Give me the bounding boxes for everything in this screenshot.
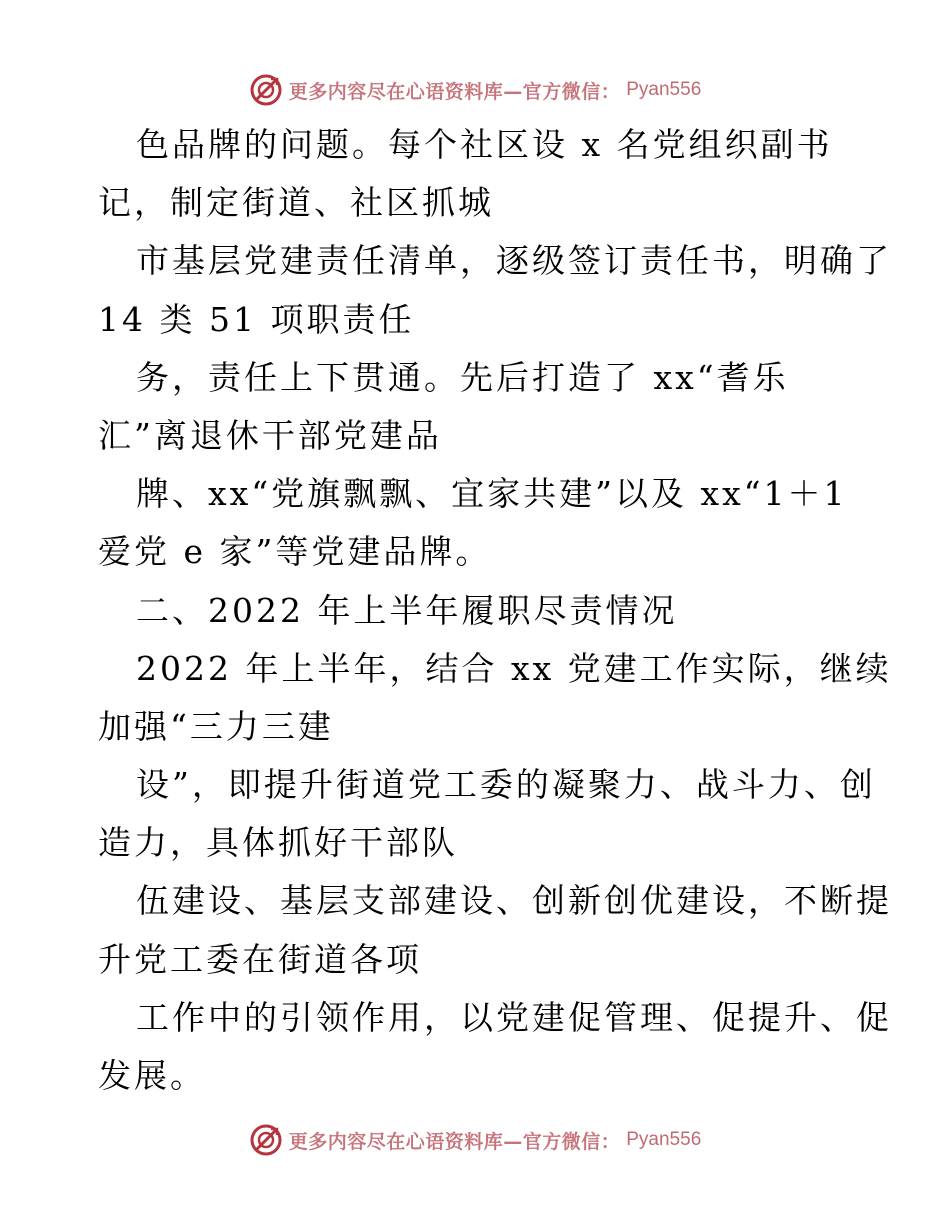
text-line: 工作中的引领作用，以党建促管理、促提升、促 (136, 997, 892, 1037)
text-line: 设”，即提升街道党工委的凝聚力、战斗力、创 (136, 765, 876, 805)
text-line: 记，制定街道、社区抓城 (98, 183, 494, 223)
watermark-logo-icon (249, 73, 283, 107)
text-line: 发展。 (98, 1056, 206, 1095)
text-line: 爱党 e 家”等党建品牌。 (98, 532, 492, 572)
footer-watermark (0, 1122, 950, 1158)
text-line: 务，责任上下贯通。先后打造了 xx“耆乐 (136, 357, 789, 397)
watermark-logo-icon (249, 1123, 283, 1157)
text-line: 色品牌的问题。每个社区设 x 名党组织副书 (136, 125, 833, 164)
header-watermark (0, 72, 950, 108)
text-line: 市基层党建责任清单，逐级签订责任书，明确了 (136, 241, 892, 281)
text-line: 造力，具体抓好干部队 (98, 823, 458, 863)
body-text (98, 116, 892, 1105)
text-line: 升党工委在街道各项 (98, 939, 422, 979)
watermark-wechat-id: Pyan556 (626, 79, 702, 100)
text-line: 伍建设、基层支部建设、创新创优建设，不断提 (136, 881, 892, 921)
text-line: 14 类 51 项职责任 (98, 299, 415, 339)
watermark-text: 更多内容尽在心语资料库—官方微信： (288, 80, 621, 103)
text-line: 2022 年上半年，结合 xx 党建工作实际，继续 (136, 648, 892, 688)
text-line: 加强“三力三建 (98, 706, 334, 746)
text-line: 汇”离退休干部党建品 (98, 415, 442, 455)
watermark-text: 更多内容尽在心语资料库—官方微信： (288, 1130, 621, 1153)
text-line: 二、2022 年上半年履职尽责情况 (136, 590, 678, 630)
text-line: 牌、xx“党旗飘飘、宜家共建”以及 xx“1＋1 (136, 474, 848, 514)
watermark-wechat-id: Pyan556 (626, 1129, 702, 1150)
